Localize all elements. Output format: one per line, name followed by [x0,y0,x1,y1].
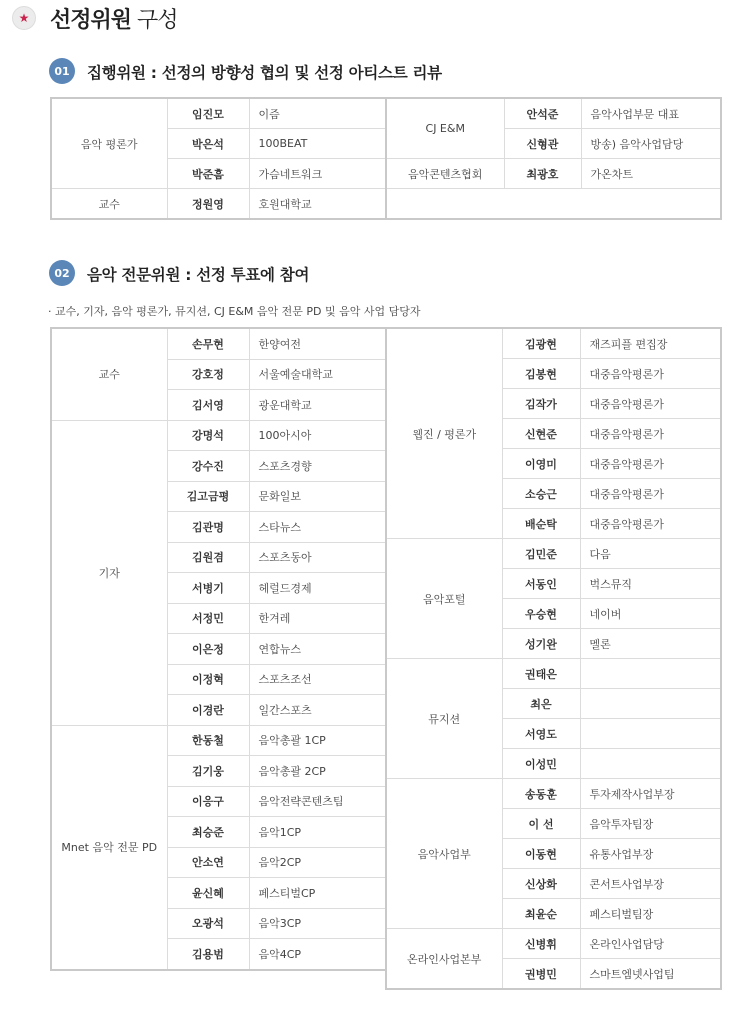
member-name: 이응구 [167,786,249,817]
member-name: 최광호 [504,159,581,189]
member-org: 페스티벌CP [249,878,386,909]
member-org: 음악총괄 2CP [249,756,386,787]
category-label: 온라인사업본부 [386,929,502,990]
section-2-title: 음악 전문위원 : 선정 투표에 참여 [87,266,310,284]
section-2-badge: 02 [49,260,75,286]
table-row [386,659,721,689]
member-org: 광운대학교 [249,390,386,421]
member-name: 김봉현 [502,359,580,389]
member-name: 김고금평 [167,481,249,512]
member-name: 김서영 [167,390,249,421]
member-name: 성기완 [502,629,580,659]
member-name: 서병기 [167,573,249,604]
member-org: 음악사업부문 대표 [581,98,721,129]
table-row [386,779,721,809]
member-name: 소승근 [502,479,580,509]
member-name: 서동인 [502,569,580,599]
section-1-title: 집행위원 : 선정의 방향성 협의 및 선정 아티스트 리뷰 [87,64,442,82]
member-org: 멜론 [580,629,721,659]
star-icon: ★ [12,6,36,30]
member-org: 다음 [580,539,721,569]
member-name: 김기웅 [167,756,249,787]
member-org: 투자제작사업부장 [580,779,721,809]
member-org [580,749,721,779]
member-name: 손무현 [167,328,249,359]
member-name: 이동현 [502,839,580,869]
member-name: 권병민 [502,959,580,990]
member-name: 이경란 [167,695,249,726]
expert-committee-right-table [385,327,722,990]
member-org: 음악투자팀장 [580,809,721,839]
member-name: 윤신혜 [167,878,249,909]
member-org: 대중음악평론가 [580,359,721,389]
member-org: 서울예술대학교 [249,359,386,390]
member-name: 우승현 [502,599,580,629]
member-org: 100아시아 [249,420,386,451]
member-org: 콘서트사업부장 [580,869,721,899]
member-org: 호원대학교 [249,189,386,220]
member-org: 대중음악평론가 [580,389,721,419]
member-org: 음악2CP [249,847,386,878]
category-label: Mnet 음악 전문 PD [51,725,167,970]
member-org: 스포츠조선 [249,664,386,695]
member-name: 박준흠 [167,159,249,189]
group-label: 교수 [51,189,167,220]
member-name: 이영미 [502,449,580,479]
member-org: 음악총괄 1CP [249,725,386,756]
member-org: 페스티벌팀장 [580,899,721,929]
member-org: 한양여전 [249,328,386,359]
member-name: 서영도 [502,719,580,749]
member-org: 음악전략콘텐츠팀 [249,786,386,817]
member-org: 문화일보 [249,481,386,512]
member-name: 이성민 [502,749,580,779]
member-name: 강명석 [167,420,249,451]
member-name: 김작가 [502,389,580,419]
member-org: 벅스뮤직 [580,569,721,599]
member-org: 스포츠경향 [249,451,386,482]
member-org: 대중음악평론가 [580,449,721,479]
member-name: 김광현 [502,328,580,359]
member-name: 임진모 [167,98,249,129]
table-row [51,420,386,451]
member-name: 신형관 [504,129,581,159]
executive-committee-table [50,97,722,220]
member-org: 이즘 [249,98,386,129]
member-name: 안석준 [504,98,581,129]
table-row [51,328,386,359]
member-name: 배순탁 [502,509,580,539]
member-org: 대중음악평론가 [580,479,721,509]
table-row [386,328,721,359]
section-1-badge: 01 [49,58,75,84]
member-name: 강수진 [167,451,249,482]
member-name: 이은정 [167,634,249,665]
category-label: 음악포털 [386,539,502,659]
member-org: 재즈피플 편집장 [580,328,721,359]
member-org: 대중음악평론가 [580,509,721,539]
member-name: 최윤순 [502,899,580,929]
group-label: 음악 평론가 [51,98,167,189]
member-name: 김관명 [167,512,249,543]
member-org: 음악4CP [249,939,386,970]
member-org: 가슴네트워크 [249,159,386,189]
member-org [580,719,721,749]
member-name: 송동훈 [502,779,580,809]
member-org [580,689,721,719]
category-label: 기자 [51,420,167,725]
member-org: 일간스포츠 [249,695,386,726]
table-row [386,929,721,959]
table-row [51,725,386,756]
member-org: 한겨레 [249,603,386,634]
member-name: 정원영 [167,189,249,220]
member-name: 김용범 [167,939,249,970]
member-name: 권태은 [502,659,580,689]
member-org: 유통사업부장 [580,839,721,869]
member-org: 스포츠동아 [249,542,386,573]
table-row [51,98,721,129]
member-name: 김원겸 [167,542,249,573]
group-label: 음악콘텐츠협회 [386,159,504,189]
page-title-bold: 선정위원 [50,8,132,33]
member-org: 음악3CP [249,908,386,939]
member-name: 김민준 [502,539,580,569]
member-name: 박은석 [167,129,249,159]
member-name: 이정혁 [167,664,249,695]
table-row [51,189,721,220]
member-name: 이 선 [502,809,580,839]
member-org: 대중음악평론가 [580,419,721,449]
empty-cell [386,189,721,220]
member-org: 스마트엠넷사업팀 [580,959,721,990]
member-org: 음악1CP [249,817,386,848]
member-name: 안소연 [167,847,249,878]
member-name: 서정민 [167,603,249,634]
category-label: 교수 [51,328,167,420]
page-title [50,3,178,34]
member-org: 네이버 [580,599,721,629]
member-name: 강호정 [167,359,249,390]
member-name: 오광석 [167,908,249,939]
category-label: 웹진 / 평론가 [386,328,502,539]
member-name: 최승준 [167,817,249,848]
page-title-rest: 구성 [131,8,178,33]
table-row [386,539,721,569]
member-org: 스타뉴스 [249,512,386,543]
member-org: 100BEAT [249,129,386,159]
category-label: 뮤지션 [386,659,502,779]
category-label: 음악사업부 [386,779,502,929]
member-name: 신병휘 [502,929,580,959]
member-org: 연합뉴스 [249,634,386,665]
member-name: 신상화 [502,869,580,899]
section-2-note: · 교수, 기자, 음악 평론가, 뮤지션, CJ E&M 음악 전문 PD 및 음악 사업 담당자 [48,305,421,318]
member-name: 한동철 [167,725,249,756]
member-name: 최은 [502,689,580,719]
member-org [580,659,721,689]
member-org: 헤럴드경제 [249,573,386,604]
member-org: 가온차트 [581,159,721,189]
expert-committee-left-table [50,327,387,971]
member-org: 방송) 음악사업담당 [581,129,721,159]
member-name: 신현준 [502,419,580,449]
member-org: 온라인사업담당 [580,929,721,959]
group-label: CJ E&M [386,98,504,159]
